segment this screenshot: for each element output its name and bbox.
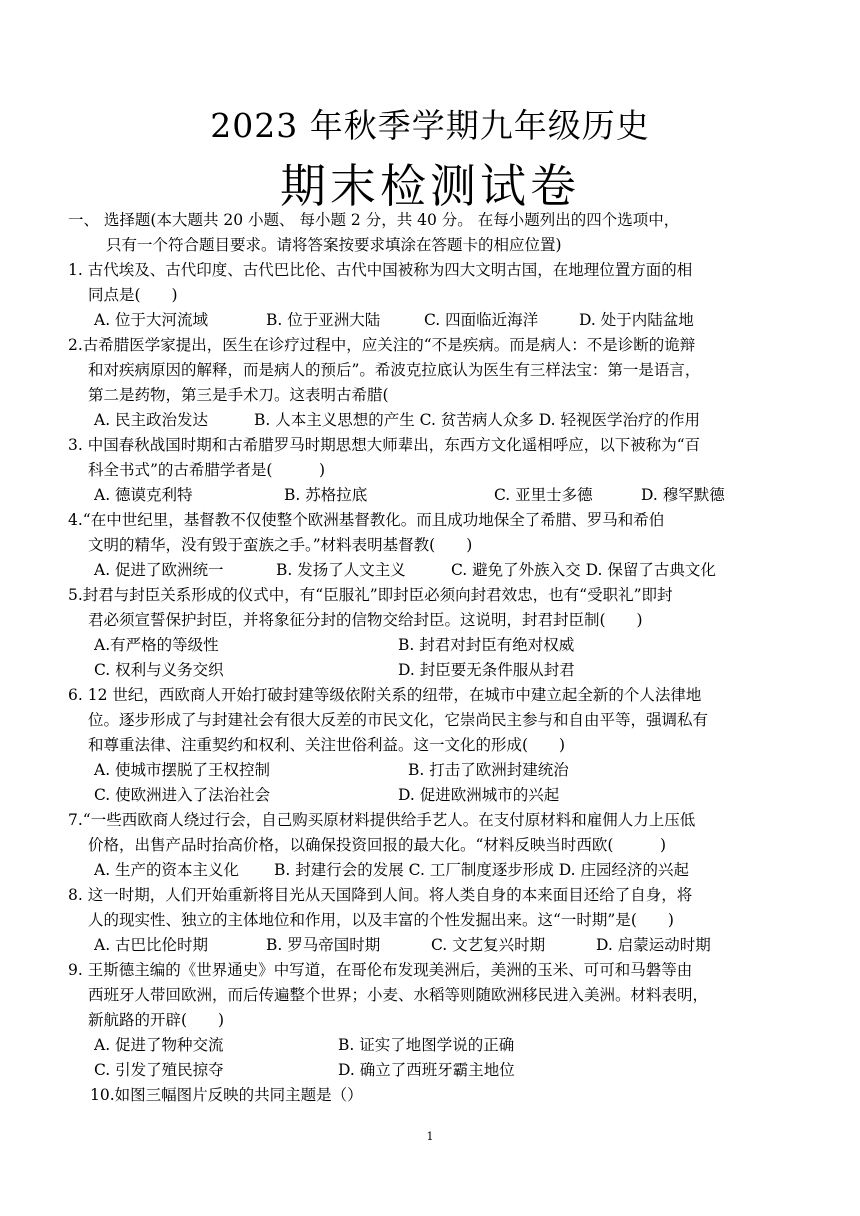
option-a: A. 民主政治发达 <box>94 411 209 429</box>
option-a: A. 古巴比伦时期 <box>94 936 209 954</box>
question-line: 西班牙人带回欧洲，而后传遍整个世界；小麦、水稻等则随欧洲移民进入美洲。材料表明， <box>88 986 709 1004</box>
question-line: 4.“在中世纪里，基督教不仅使整个欧洲基督教化。而且成功地保全了希腊、罗马和希伯 <box>68 511 665 529</box>
option-row <box>68 858 808 883</box>
question-line: 9. 王斯德主编的《世界通史》中写道，在哥伦布发现美洲后，美洲的玉米、可可和马磐等由 <box>68 961 693 979</box>
question-7 <box>68 808 808 883</box>
option-row <box>68 758 808 783</box>
question-line: 新航路的开辟( ) <box>88 1011 225 1029</box>
option-a: A. 生产的资本主义化 <box>94 861 240 879</box>
option-b: B. 发扬了人文主义 <box>276 561 406 579</box>
option-c: C. 亚里士多德 <box>494 486 593 504</box>
question-2 <box>68 333 808 433</box>
question-line: 8. 这一时期，人们开始重新将目光从天国降到人间。将人类自身的本来面目还给了自身，将 <box>68 886 693 904</box>
question-line: 和对疾病原因的解释，而是病人的预后”。希波克拉底认为医生有三样法宝：第一是语言， <box>88 361 701 379</box>
question-line: 科全书式”的古希腊学者是( ) <box>88 461 326 479</box>
question-9 <box>68 958 808 1083</box>
section-header-line1: 一、 选择题(本大题共 20 小题、 每小题 2 分，共 40 分。 在每小题列出的四个选项中， <box>68 211 680 229</box>
option-c: C. 四面临近海洋 <box>424 311 539 329</box>
option-a: A. 使城市摆脱了王权控制 <box>94 761 271 779</box>
question-line: 第二是药物，第三是手术刀。这表明古希腊( <box>88 386 389 404</box>
option-row <box>68 783 808 808</box>
exam-title-line2: 期末检测试卷 <box>280 159 580 213</box>
question-5 <box>68 583 808 683</box>
option-row <box>68 308 808 333</box>
option-c: C. 引发了殖民掠夺 <box>94 1061 224 1079</box>
question-line: 2.古希腊医学家提出，医生在诊疗过程中，应关注的“不是疾病。而是病人：不是诊断的诡辩 <box>68 336 696 354</box>
option-b: B. 苏格拉底 <box>284 486 368 504</box>
option-a: A. 促进了欧洲统一 <box>94 561 224 579</box>
option-b: B. 打击了欧洲封建统治 <box>408 761 569 779</box>
question-line: 价格，出售产品时抬高价格，以确保投资回报的最大化。“材料反映当时西欧( ) <box>88 836 667 854</box>
question-line: 6. 12 世纪，西欧商人开始打破封建等级依附关系的纽带，在城市中建立起全新的个人法律地 <box>68 686 702 704</box>
option-d: D. 封臣要无条件服从封君 <box>398 661 575 679</box>
option-b: B. 封建行会的发展 C. 工厂制度逐步形成 D. 庄园经济的兴起 <box>274 861 689 879</box>
option-a: A. 德谟克利特 <box>94 486 193 504</box>
option-row <box>68 408 808 433</box>
option-d: D. 穆罕默德 <box>641 486 725 504</box>
question-1 <box>68 258 808 333</box>
option-row <box>68 483 808 508</box>
question-line: 1. 古代埃及、古代印度、古代巴比伦、古代中国被称为四大文明古国，在地理位置方面的相 <box>68 261 693 279</box>
option-a: A. 促进了物种交流 <box>94 1036 224 1054</box>
option-c: C. 文艺复兴时期 <box>431 936 546 954</box>
option-row <box>68 1033 808 1058</box>
option-d: D. 确立了西班牙霸主地位 <box>338 1061 515 1079</box>
exam-title-line1: 2023 年秋季学期九年级历史 <box>210 106 650 145</box>
question-4 <box>68 508 808 583</box>
question-line: 同点是( ) <box>88 286 178 304</box>
option-b: B. 证实了地图学说的正确 <box>338 1036 515 1054</box>
exam-body <box>68 208 808 1108</box>
question-10: 10.如图三幅图片反映的共同主题是（） <box>90 1086 363 1104</box>
option-c: C. 使欧洲进入了法治社会 <box>94 786 271 804</box>
question-3 <box>68 433 808 508</box>
question-line: 7.“一些西欧商人绕过行会，自己购买原材料提供给手艺人。在支付原材料和雇佣人力上压低 <box>68 811 696 829</box>
question-6 <box>68 683 808 808</box>
question-8 <box>68 883 808 958</box>
option-d: D. 处于内陆盆地 <box>579 311 694 329</box>
section-header-line2: 只有一个符合题目要求。请将答案按要求填涂在答题卡的相应位置) <box>106 236 562 254</box>
option-row <box>68 1058 808 1083</box>
question-line: 位。逐步形成了与封建社会有很大反差的市民文化，它崇尚民主参与和自由平等，强调私有 <box>88 711 709 729</box>
question-line: 君必须宣誓保护封臣，并将象征分封的信物交给封臣。这说明，封君封臣制( ) <box>88 611 643 629</box>
option-d: D. 促进欧洲城市的兴起 <box>398 786 560 804</box>
question-line: 5.封君与封臣关系形成的仪式中，有“臣服礼”即封臣必须向封君效忠，也有“受职礼”即封 <box>68 586 673 604</box>
option-b: B. 封君对封臣有绝对权威 <box>398 636 575 654</box>
option-c: C. 权利与义务交织 <box>94 661 224 679</box>
option-b: B. 位于亚洲大陆 <box>266 311 381 329</box>
option-b: B. 人本主义思想的产生 C. 贫苦病人众多 D. 轻视医学治疗的作用 <box>254 411 700 429</box>
option-d: D. 启蒙运动时期 <box>596 936 711 954</box>
option-b: B. 罗马帝国时期 <box>266 936 381 954</box>
option-row <box>68 933 808 958</box>
question-line: 和尊重法律、注重契约和权利、关注世俗利益。这一文化的形成( ) <box>88 736 566 754</box>
option-row <box>68 633 808 658</box>
option-row <box>68 558 808 583</box>
option-a: A.有严格的等级性 <box>94 636 219 654</box>
question-line: 3. 中国春秋战国时期和古希腊罗马时期思想大师辈出，东西方文化遥相呼应，以下被称为“百 <box>68 436 701 454</box>
option-a: A. 位于大河流域 <box>94 311 209 329</box>
question-line: 人的现实性、独立的主体地位和作用，以及丰富的个性发掘出来。这“一时期”是( ) <box>88 911 674 929</box>
option-row <box>68 658 808 683</box>
question-line: 文明的精华，没有毁于蛮族之手。”材料表明基督教( ) <box>88 536 473 554</box>
option-c: C. 避免了外族入交 D. 保留了古典文化 <box>451 561 716 579</box>
page-number: 1 <box>426 1130 434 1143</box>
